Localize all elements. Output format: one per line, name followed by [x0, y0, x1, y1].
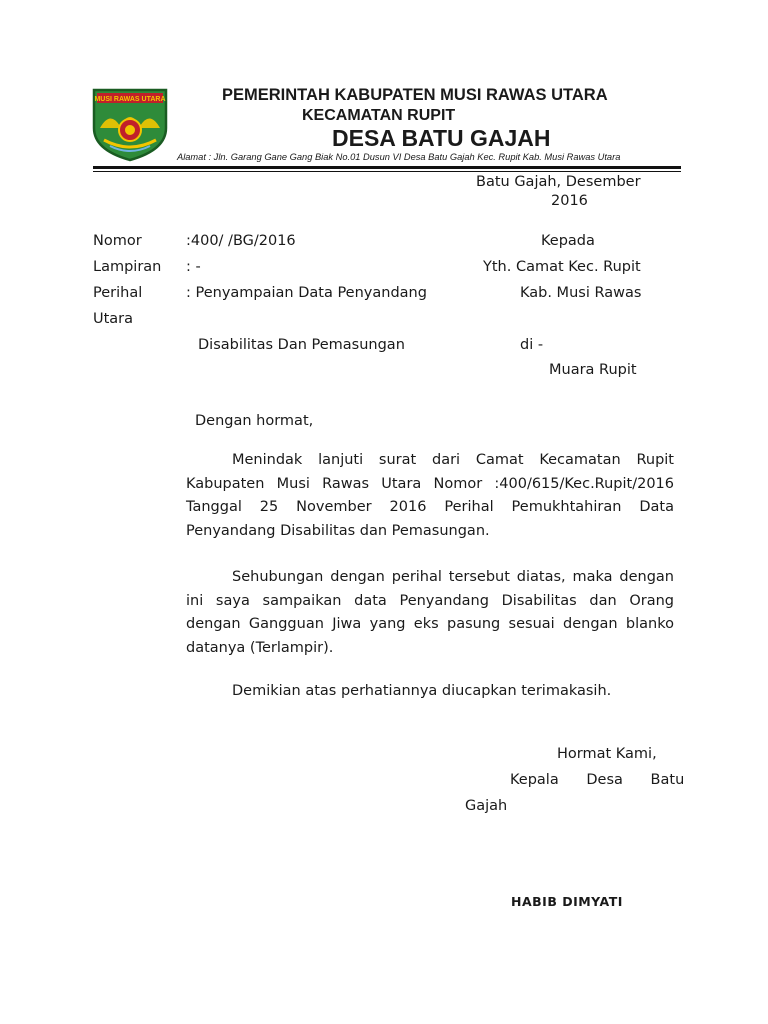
perihal-wrap-text: Utara [93, 311, 134, 327]
letterhead-village: DESA BATU GAJAH [332, 125, 551, 151]
recipient-kepada: Kepada [541, 233, 595, 249]
letter-date-year: 2016 [551, 193, 588, 209]
letterhead-divider-thick [93, 166, 681, 169]
perihal-value: : Penyampaian Data Penyandang [186, 285, 427, 301]
nomor-value: :400/ /BG/2016 [186, 233, 296, 249]
body-paragraph-3-text: Demikian atas perhatiannya diucapkan terimakasih. [232, 683, 612, 699]
signer-title: Kepala Desa Batu [510, 772, 685, 788]
lampiran-value: : - [186, 259, 201, 275]
letterhead-government: PEMERINTAH KABUPATEN MUSI RAWAS UTARA [222, 86, 608, 104]
body-paragraph-2-text: Sehubungan dengan perihal tersebut diatas, maka dengan ini saya sampaikan data Penyandang Disabilitas dan Orang dengan Gangguan Jiwa yang eks pasung sesuai dengan blanko datanya (Terlampir). [186, 569, 674, 656]
regency-emblem-logo [90, 88, 170, 162]
lampiran-label: Lampiran [93, 259, 162, 275]
salutation: Dengan hormat, [195, 413, 314, 429]
logo-banner-text: MUSI RAWAS UTARA [94, 96, 166, 103]
letterhead-district: KECAMATAN RUPIT [302, 107, 456, 124]
letter-date: Batu Gajah, Desember [476, 174, 641, 190]
recipient-place: Muara Rupit [549, 362, 637, 378]
recipient-addressee: Yth. Camat Kec. Rupit [483, 259, 641, 275]
letterhead-address: Alamat : Jln. Garang Gane Gang Biak No.01 Dusun VI Desa Batu Gajah Kec. Rupit Kab. Musi Rawas Utara [177, 152, 621, 162]
body-paragraph-1-text: Menindak lanjuti surat dari Camat Kecamatan Rupit Kabupaten Musi Rawas Utara Nomor :400/615/Kec.Rupit/2016 Tanggal 25 November 2016 Perihal Pemukhtahiran Data Penyandang Disabilitas dan Pemasungan. [186, 452, 674, 539]
letterhead-divider-thin [93, 171, 681, 172]
recipient-regency: Kab. Musi Rawas [520, 285, 642, 301]
signer-title-wrap: Gajah [465, 798, 508, 814]
body-paragraph-2 [186, 566, 674, 660]
closing-hormat: Hormat Kami, [557, 746, 657, 762]
signer-name: HABIB DIMYATI [511, 894, 623, 909]
perihal-continuation: Disabilitas Dan Pemasungan [198, 337, 405, 353]
recipient-di: di - [520, 337, 544, 353]
body-paragraph-3 [186, 680, 674, 704]
perihal-label: Perihal [93, 285, 143, 301]
body-paragraph-1 [186, 449, 674, 543]
nomor-label: Nomor [93, 233, 142, 249]
